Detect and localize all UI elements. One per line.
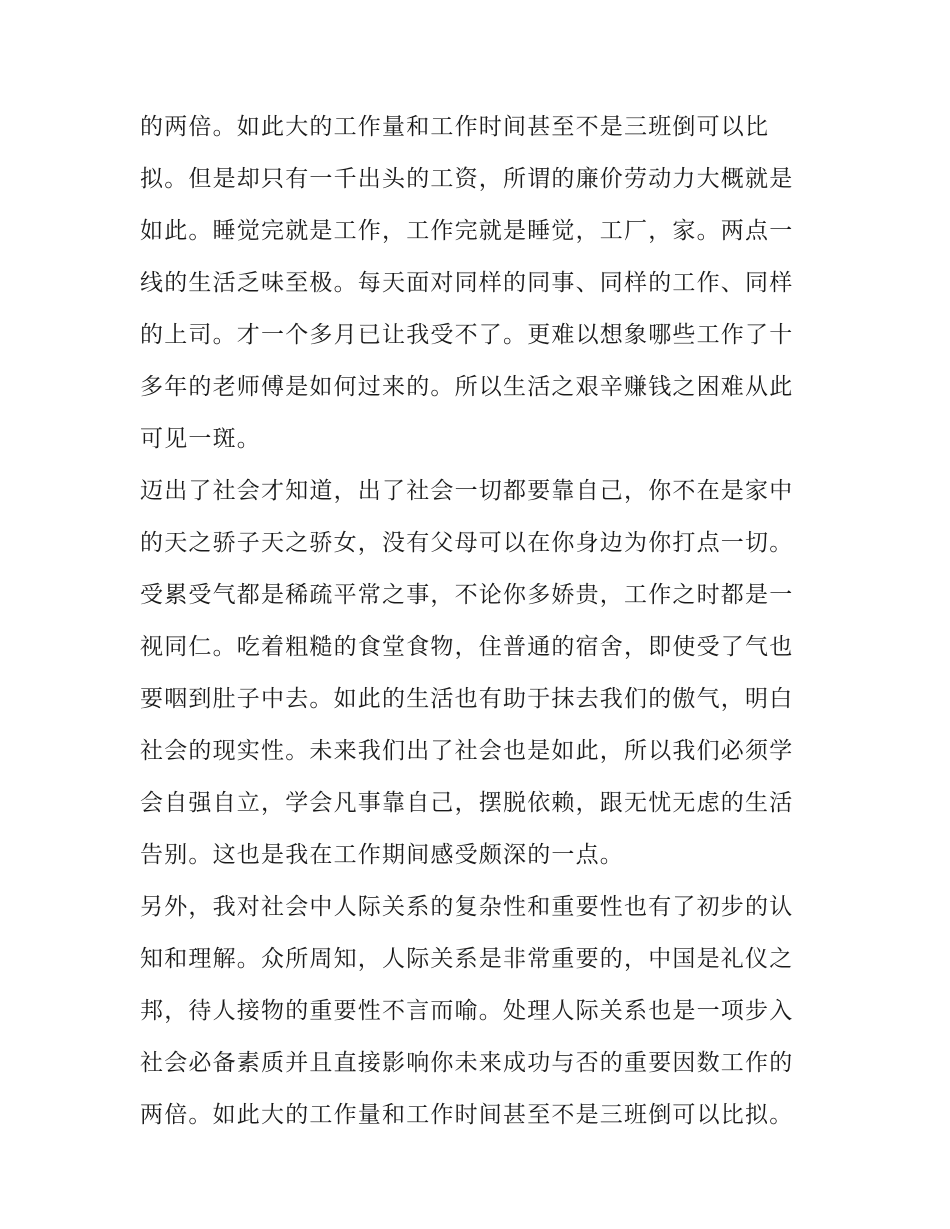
text-line: 知和理解。众所周知，人际关系是非常重要的，中国是礼仪之 (140, 946, 794, 972)
text-line: 迈出了社会才知道，出了社会一切都要靠自己，你不在是家中 (140, 478, 794, 504)
text-line: 社会的现实性。未来我们出了社会也是如此，所以我们必须学 (140, 738, 794, 764)
text-line: 如此。睡觉完就是工作，工作完就是睡觉，工厂，家。两点一 (140, 218, 794, 244)
text-line: 邦，待人接物的重要性不言而喻。处理人际关系也是一项步入 (140, 998, 794, 1024)
text-line: 的上司。才一个多月已让我受不了。更难以想象哪些工作了十 (140, 322, 794, 348)
text-line: 可见一斑。 (140, 426, 261, 452)
text-line: 多年的老师傅是如何过来的。所以生活之艰辛赚钱之困难从此 (140, 374, 794, 400)
text-line: 另外，我对社会中人际关系的复杂性和重要性也有了初步的认 (140, 894, 794, 920)
text-line: 会自强自立，学会凡事靠自己，摆脱依赖，跟无忧无虑的生活 (140, 790, 794, 816)
text-line: 的两倍。如此大的工作量和工作时间甚至不是三班倒可以比 (140, 114, 770, 140)
text-line: 视同仁。吃着粗糙的食堂食物，住普通的宿舍，即使受了气也 (140, 634, 794, 660)
text-line: 拟。但是却只有一千出头的工资，所谓的廉价劳动力大概就是 (140, 166, 794, 192)
text-line: 受累受气都是稀疏平常之事，不论你多娇贵，工作之时都是一 (140, 582, 794, 608)
text-line: 的天之骄子天之骄女，没有父母可以在你身边为你打点一切。 (140, 530, 794, 556)
text-line: 告别。这也是我在工作期间感受颇深的一点。 (140, 842, 624, 868)
text-line: 两倍。如此大的工作量和工作时间甚至不是三班倒可以比拟。 (140, 1102, 794, 1128)
text-line: 要咽到肚子中去。如此的生活也有助于抹去我们的傲气，明白 (140, 686, 794, 712)
text-line: 社会必备素质并且直接影响你未来成功与否的重要因数工作的 (140, 1050, 794, 1076)
text-line: 线的生活乏味至极。每天面对同样的同事、同样的工作、同样 (140, 270, 794, 296)
